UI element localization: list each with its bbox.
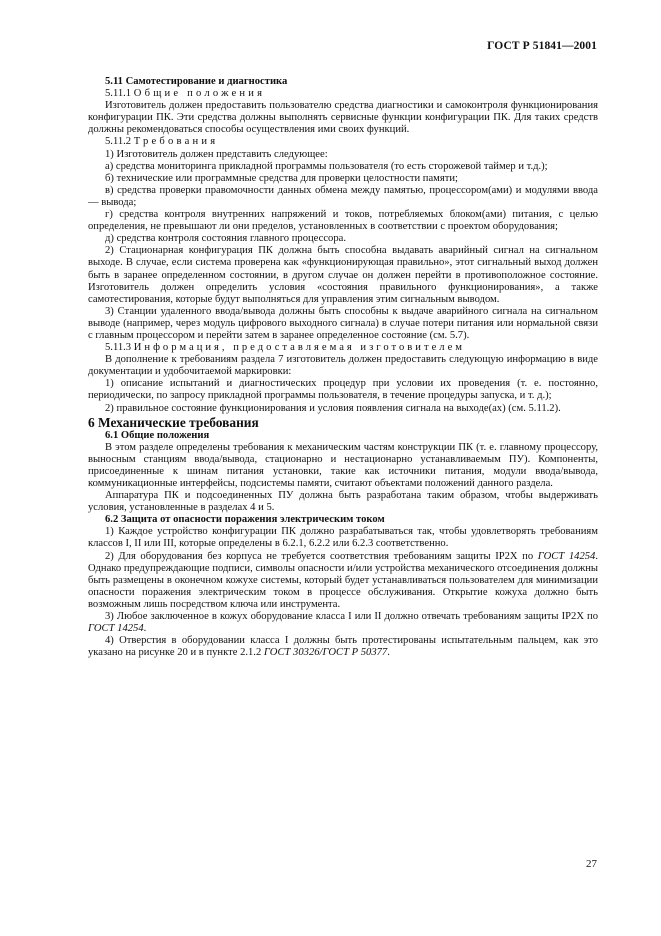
- text-run: 3) Любое заключенное в кожух оборудование класса I или II должно отвечать требованиям защиты IP2X по: [105, 611, 598, 623]
- standard-reference: ГОСТ 14254: [88, 623, 144, 635]
- paragraph: Аппаратура ПК и подсоединенных ПУ должна быть разработана таким образом, чтобы выдерживать условия, установленные в разделах 4 и 5.: [88, 490, 598, 514]
- paragraph: В этом разделе определены требования к механическим частям конструкции ПК (т. е. главному процессору, выносным станциям ввода/вывода, стационарно и нестационарно устанавливаемым ПУ). Компоненты, присоединенные к шинам питания установки, такие как источники питания, модули ввода/вывода, коммуникационные интерфейсы, подсистемы памяти, считают объектами положений данного раздела.: [88, 441, 598, 489]
- list-item: [88, 551, 598, 611]
- list-item: 3) Станции удаленного ввода/вывода должны быть способны к выдаче аварийного сигнала на сигнальном выводе (например, через модуль цифрового выходного сигнала) в случае потери питания или нормальной связи с главным процессором и перейти затем в заранее определенное состояние (см. 5.7).: [88, 305, 598, 341]
- subsection-number: 5.11.3: [105, 342, 132, 354]
- document-id: ГОСТ Р 51841—2001: [487, 40, 597, 52]
- list-item: 1) Изготовитель должен представить следующее:: [105, 148, 328, 160]
- text-run: .: [387, 647, 390, 659]
- standard-reference: ГОСТ 14254: [537, 550, 596, 562]
- list-item: 2) правильное состояние функционирования и условия появления сигнала на выходе(ах) (см. 5.11.2).: [105, 402, 561, 414]
- subsection-title: Требования: [133, 136, 219, 148]
- list-item: д) средства контроля состояния главного процессора.: [105, 233, 346, 245]
- list-item: б) технические или программные средства для проверки целостности памяти;: [105, 172, 458, 184]
- section-heading-5-11: 5.11 Самотестирование и диагностика: [105, 76, 288, 87]
- list-item: г) средства контроля внутренних напряжений и токов, потребляемых блоком(ами) питания, с целью определения, не превышают ли они пределов, установленных в соответствии с проектом оборудования;: [88, 209, 598, 233]
- list-item: в) средства проверки правомочности данных обмена между памятью, процессором(ами) и модулями ввода — вывода;: [88, 184, 598, 208]
- text-run: .: [143, 623, 147, 635]
- subsection-number: 5.11.1: [105, 88, 132, 100]
- section-heading-6-2: 6.2 Защита от опасности поражения электрическим током: [105, 514, 385, 526]
- list-item: 1) описание испытаний и диагностических процедур при условии их проведения (т. е. постоянно, периодически, по запросу прикладной программы пользователя, в течение процедуры запуска, и т. д.);: [88, 378, 598, 402]
- page-content: [88, 76, 598, 659]
- subsection-heading-5-11-2: [88, 136, 598, 148]
- subsection-heading-5-11-1: [88, 88, 598, 100]
- subsection-heading-5-11-3: [88, 342, 598, 354]
- section-heading-6-1: 6.1 Общие положения: [105, 429, 210, 441]
- section-heading-6: 6 Механические требования: [88, 414, 259, 430]
- list-item: [88, 635, 598, 659]
- subsection-title: Информация, предоставляемая изготовителем: [133, 342, 466, 354]
- text-run: 4) Отверстия в оборудовании класса I должны быть протестированы испытательным пальцем, как это указано на рисунке 20 и в пункте 2.1.2: [88, 635, 598, 659]
- text-run: . Однако предупреждающие подписи, символы опасности и/или устройства механического отсоединения должны быть размещены в оконечном кожухе системы, который будет устанавливаться пользователем для минимизации опасности поражения электрическим током в процессе обслуживания. Открытие кожуха должно быть возможным лишь посредством ключа или инструмента.: [88, 550, 598, 610]
- list-item: а) средства мониторинга прикладной программы пользователя (то есть сторожевой таймер и т.д.);: [105, 160, 548, 172]
- list-item: 2) Стационарная конфигурация ПК должна быть способна выдавать аварийный сигнал на сигнальном выходе. В случае, если система проверена как «функционирующая правильно», этот сигнальный выход должен быть в заранее определенном состоянии, в другом случае он должен перейти в противоположное состояние. Изготовитель должен определить условия «состояния правильного функционирования», а также самотестирования, которые будут выполняться для управления этим сигнальным выводом.: [88, 245, 598, 305]
- text-run: 2) Для оборудования без корпуса не требуется соответствия требованиям защиты IP2X по: [105, 550, 538, 562]
- subsection-title: Общие положения: [133, 88, 266, 100]
- subsection-number: 5.11.2: [105, 136, 132, 148]
- page-number: 27: [586, 858, 597, 870]
- paragraph: В дополнение к требованиям раздела 7 изготовитель должен предоставить следующую информацию в виде документации и удобочитаемой маркировки:: [88, 354, 598, 378]
- paragraph: Изготовитель должен предоставить пользователю средства диагностики и самоконтроля функционирования конфигурации ПК. Эти средства должны выполнять сервисные функции конфигурации ПК. Для таких средств должны рекомендоваться способы осуществления ими своих функций.: [88, 100, 598, 136]
- list-item: [88, 611, 598, 635]
- standard-reference: ГОСТ 30326/ГОСТ Р 50377: [263, 647, 388, 659]
- list-item: 1) Каждое устройство конфигурации ПК должно разрабатываться так, чтобы удовлетворять требованиям классов I, II или III, которые определены в 6.2.1, 6.2.2 или 6.2.3 соответственно.: [88, 526, 598, 550]
